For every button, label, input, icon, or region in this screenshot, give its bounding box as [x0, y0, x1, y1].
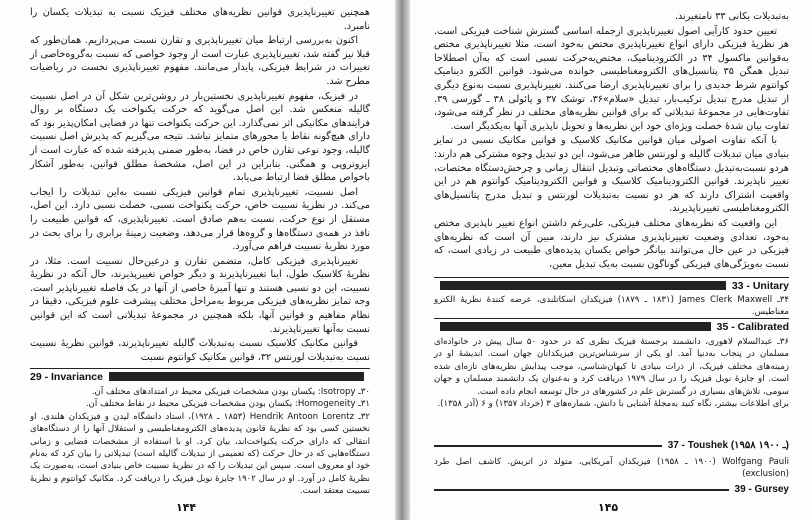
left-paragraph-1: اکنون به‌بررسی ارتباط میان تغییرناپذیری و تقارن نسبت می‌پردازیم. همان‌طور که قبلا نیز گفته شد، تغییرناپذیری عبارت است از وجود خواصی که نسبت به‌گروه‌خاصی از تغییرات در شرایط فیزیکی، پایدار می‌مانند. مفهوم تغییرناپذیری نخست در ریاضیات مطرح شد.	[30, 35, 370, 87]
right-paragraph-4: این واقعیت که نظریه‌های مختلف فیزیکی، علی‌رغم داشتن انواع تغییر ناپذیری مختص به‌خود، تعدادی وضعیت تغییرناپذیری مشترک نیز دارند، مبین آن است که نظریه‌های فیزیکی در عین حال می‌توانند بیانگر خواص یکسان پدیده‌های طبیعت در زیادی است، که نسبت به‌ویژگی‌های فیزیکی گوناگون نسبت به‌یک تبدیل معین،	[434, 217, 789, 270]
right-footnote-bar-2	[440, 322, 711, 331]
left-paragraph-5: قوانین مکانیک کلاسیک نسبت به‌تبدیلات گالیله تغییرناپذیرند، قوانین نظریهٔ نسبیت نسبت به‌تبدیلات لورنتس ۳۲، قوانین مکانیک کوانتوم نسبت	[30, 338, 370, 363]
left-page-body	[30, 6, 370, 365]
right-entry-37-rule	[434, 445, 662, 447]
right-footnote-34: ۳۴ـ James Clerk Maxwell (۱۸۳۱ ـ ۱۸۷۹) فیزیکدان اسکاتلندی، عرضه کنندهٔ نظریهٔ الکترو مغناطیس.	[434, 295, 789, 318]
right-entry-38	[434, 456, 789, 481]
right-footnote-heading-2: 35 - Calibrated	[716, 320, 789, 333]
right-entry-37-heading: 37 - Toushek (۱۹۵۸ ـ ۱۹۰۰)	[667, 440, 789, 451]
right-page	[410, 0, 809, 520]
right-entry-39-rule	[434, 489, 729, 491]
left-paragraph-4: تغییرناپذیری فیزیکی کامل، متضمن تقارن و درعین‌حال نسبیت است. مثلا، در نظریهٔ کلاسیک طول، اینا تغییرناپذیرند و دیگر خواص تغییرپذیرند، حال آنکه در نظریهٔ نسبیت، این دو نسبی هستند و تنها آمیزهٔ خاصی از آنها در یک فاصله تغییرناپذیر است. وجه تمایز نظریه‌های فیزیکی مربوط به‌مراحل مختلف پیشرفت علوم فیزیکی، دقیقا در نظام مفاهیم و قوانین آنها، بلکه همچنین در مجموعهٔ تبدیلاتی است که این قوانین نسبت به‌آنها تغییرناپذیرند.	[30, 255, 370, 335]
left-footnote-32: ۳۲ـ Hendrik Antoon Lorentz (۱۸۵۳ ـ ۱۹۲۸)، استاد دانشگاه لیدن و فیزیکدان هلندی. او نخستین کسی بود که نظریهٔ قانون پدیده‌های الکترومغناطیسی و استقلال آنها را از دستگاه‌های انتقالی که دارای حرکت یکنواخت‌اند، بیان کرد. او با استفاده از مشخصات فضایی و زمانی دستگاه‌هایی که در حال حرکت (که تعمیمی از تبدیلات گالیله است) تبدیلاتی را بیان کرد که به‌نام خود او معروف است. سپس این تبدیلات را که در نظریهٔ نسبیت خاص بنیادی است، به‌صورت یک نظریهٔ کامل در آورد. او در سال ۱۹۰۲ جایزهٔ نوبل فیزیک را دریافت کرد. مکانیک کوانتوم و نظریهٔ نسبیت معتقد است.	[30, 411, 371, 497]
left-page-number: ۱۴۴	[176, 501, 197, 514]
left-footnote-bar	[109, 372, 364, 381]
right-entry-37	[434, 440, 789, 451]
right-footnotes-1	[434, 294, 789, 319]
right-entry-39	[434, 484, 789, 495]
right-footnotes-2	[434, 336, 789, 410]
right-footnote-heading-1: 33 - Unitary	[731, 279, 789, 292]
right-footnote-bar-1	[440, 281, 726, 290]
right-paragraph-3: با آنکه تفاوت اصولی میان قوانین مکانیک کلاسیک و قوانین مکانیک نسبی در تمایز بنیادی میان تبدیلات گالیله و لورنتس ظاهر می‌شود، این دو تبدیل وجوه مشترکی هم دارند: هردو نسبت‌به‌تبدیل دستگاه‌های مختصاتی وتبدیل انتقال زمانی و چرخش‌دستگاه مختصات، تغییر ناپذیرند. قوانین الکترودینامیک کلاسیک و قوانین الکترودینامیک کوانتوم هم در این واقعیت اشتراک دارند که هر دو نسبت به‌تبدیلات لورنتس و تبدیل مدرج پتانسیل‌های الکترومغناطیسی تغییرناپذیرند.	[434, 135, 789, 215]
right-footnote-rule-1	[434, 277, 789, 293]
left-footnote-30: ۳۰ـ Isotropy: یکسان بودن مشخصات فیزیکی محیط در امتدادهای مختلف آن.	[91, 387, 370, 397]
left-page	[0, 0, 395, 520]
left-footnotes	[30, 386, 370, 498]
right-paragraph-1: به‌تبدیلات یکانی ۳۳ نامتغیرند.	[674, 11, 789, 22]
left-header-line: همچنین تغییرناپذیری قوانین نظریه‌های مختلف فیزیک نسبت به تبدیلات یکسان را نامبرد.	[30, 7, 370, 32]
left-paragraph-3: اصل نسبیت، تغییرناپذیری تمام قوانین فیزیکی نسبت به‌این تبدیلات را ایجاب می‌کند. در نظریهٔ نسبیت خاص، حرکت یکنواخت نسبی، خصلت نسبی دارد. این اصل، مستقل از نوع حرکت، نسبت به‌هم صادق است. تغییرناپذیری، که قوانین طبیعت را نافذ در همه‌ی دستگاه‌ها و گروه‌ها قرار می‌دهد، وضعیت زمینهٔ برابری را برای بحث در مورد نظریهٔ نسبیت فراهم می‌آورد.	[30, 186, 370, 253]
left-footnote-rule	[30, 368, 370, 384]
right-footnote-36-ref: برای اطلاعات بیشتر، نگاه کنید به‌مجلهٔ آشنایی با دانش، شماره‌های ۳ (خرداد ۱۳۵۷) و ۶ (آذر ۱۳۵۸).	[437, 399, 789, 410]
book-gutter	[395, 0, 410, 520]
left-footnote-heading: 29 - Invariance	[30, 370, 103, 383]
left-paragraph-2: در فیزیک، مفهوم تغییرناپذیری نخستین‌بار در روشن‌ترین شکل آن در اصل نسبیت گالیله منعکس شد. این اصل می‌گوید که حرکت یکنواخت یک دستگاه بر روال فرایندهای مکانیکی اثر نمی‌گذارد. این حرکت یکنواخت تنها در فضایی امکان‌پذیر بود که دارای هیچ‌گونه نقاط یا محورهای متمایز نباشد. نتیجه می‌گیریم که پذیرش اصل نسبیت گالیله، وجود نوعی تقارن خاص در فضا، به‌طور ضمنی پذیرفته شده که عبارت است از ایزوتروپی و همگنی. بنابراین در این اصل، مشخصهٔ مطلق قوانین، به‌طور آشکار باخواص مطلق فضا ارتباط می‌یابد.	[30, 90, 370, 184]
right-page-body	[434, 10, 789, 272]
right-page-number: ۱۴۵	[598, 501, 619, 514]
right-footnote-36: ۳۶ـ عبدالسلام لاهوری، دانشمند برجستهٔ فیزیک نظری که در حدود ۵۰ سال پیش در خانواده‌ای مسلمان در پنجاب به‌دنیا آمد. او یکی از سرشناس‌ترین فیزیکدانان جهان است. اندیشهٔ او در زمینه‌های مختلف فیزیک، از ذرات بنیادی تا کیهان‌شناسی، موجب پیدایش نظریه‌های تازه‌ای شده است. او جایزهٔ نوبل فیزیک را در سال ۱۹۷۹ دریافت کرد و به‌عنوان یک دانشمند مسلمان و جهان سومی، تلاش‌های بسیاری در گسترش علم در کشورهای در حال توسعه انجام داده است.	[434, 337, 789, 397]
right-footnote-rule-2	[434, 318, 789, 334]
left-footnote-31: ۳۱ـ Homogeneity: یکسان بودن مشخصات فیزیکی محیط در نقاط مختلف آن.	[85, 399, 370, 410]
right-entry-39-heading: 39 - Gursey	[734, 484, 789, 495]
right-entry-38-line: Wolfgang Pauli (۱۹۰۰ ـ ۱۹۵۸) فیزیکدان آمریکایی، متولد در اتریش. کاشف اصل طرد (exclusion)	[434, 457, 789, 480]
right-paragraph-2: تعیین حدود کارآیی اصول تغییرناپذیری ازجمله اساسی گسترش شناخت فیزیکی است. هر نظریهٔ فیزیکی دارای انواع تغییرناپذیری مختص به‌خود است، مثلا تغییرناپذیری مختص به‌قوانین ماکسول ۳۴ در الکترودینامیک، مختص‌به‌حرکت نسبی است که به‌آن اصطلاحا تبدیل همگن ۳۵ پتانسیل‌های الکترومغناطیسی خوانده می‌شود. قوانین الکترو دینامیک کوانتوم شرط جدیدی را برای تغییرناپذیری ارضا می‌کنند. تغییرناپذیری نسبت به‌نوع دیگری از تبدیل مدرج تبدیل ترکیب‌بار، تبدیل «سلام»۳۶، توشک ۳۷ و پائولی ۳۸ ـ گورسی ۳۹. تفاوت‌هایی در مجموعهٔ تبدیلاتی که برای قوانین نظریه‌های مختلف در نظر گرفته می‌شود، تفاوت بیان شدهٔ خصلت ویژه‌ای خود این نظریه‌ها و تحویل ناپذیری آنها به‌یکدیگر است.	[434, 25, 790, 132]
